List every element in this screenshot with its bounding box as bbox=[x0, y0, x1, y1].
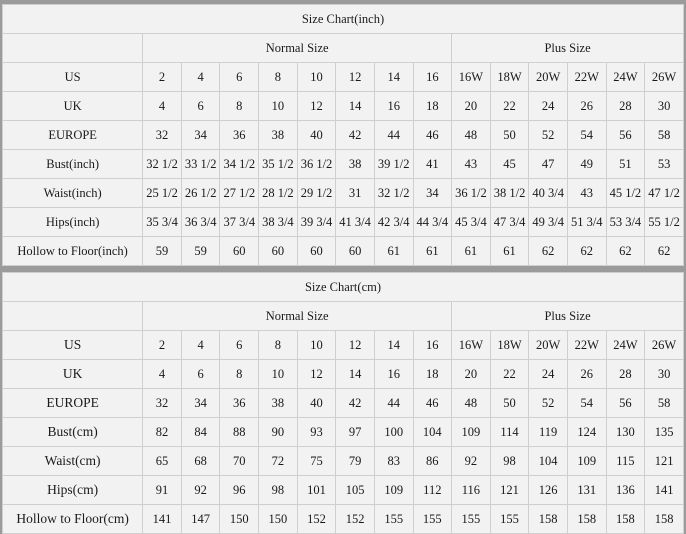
cell: 60 bbox=[336, 237, 375, 266]
cell: 147 bbox=[181, 505, 220, 534]
cell: 60 bbox=[259, 237, 298, 266]
cell: 8 bbox=[220, 92, 259, 121]
cell: 34 bbox=[181, 121, 220, 150]
cell: 70 bbox=[220, 447, 259, 476]
row-label-europe: EUROPE bbox=[3, 121, 143, 150]
table-row bbox=[3, 179, 684, 208]
cell: 30 bbox=[645, 360, 684, 389]
size-chart-cm-block bbox=[2, 272, 684, 534]
cell: 16W bbox=[452, 331, 491, 360]
cell: 105 bbox=[336, 476, 375, 505]
cell: 126 bbox=[529, 476, 568, 505]
table-row bbox=[3, 389, 684, 418]
cell: 39 3/4 bbox=[297, 208, 336, 237]
cell: 121 bbox=[645, 447, 684, 476]
cell: 26 1/2 bbox=[181, 179, 220, 208]
cell: 36 1/2 bbox=[452, 179, 491, 208]
cell: 14 bbox=[374, 331, 413, 360]
cell: 155 bbox=[452, 505, 491, 534]
cell: 24 bbox=[529, 92, 568, 121]
cell: 141 bbox=[143, 505, 182, 534]
table-row bbox=[3, 360, 684, 389]
cell: 41 3/4 bbox=[336, 208, 375, 237]
cell: 34 bbox=[181, 389, 220, 418]
cell: 51 bbox=[606, 150, 645, 179]
row-label-us: US bbox=[3, 63, 143, 92]
cell: 8 bbox=[220, 360, 259, 389]
cell: 124 bbox=[567, 418, 606, 447]
cell: 18W bbox=[490, 331, 529, 360]
cell: 83 bbox=[374, 447, 413, 476]
cell: 4 bbox=[143, 360, 182, 389]
cell: 90 bbox=[259, 418, 298, 447]
chart-title: Size Chart(inch) bbox=[3, 5, 684, 34]
cell: 46 bbox=[413, 389, 452, 418]
cell: 26W bbox=[645, 63, 684, 92]
table-row bbox=[3, 150, 684, 179]
cell: 58 bbox=[645, 389, 684, 418]
cell: 36 1/2 bbox=[297, 150, 336, 179]
cell: 52 bbox=[529, 121, 568, 150]
cell: 2 bbox=[143, 331, 182, 360]
cell: 6 bbox=[181, 360, 220, 389]
cell: 10 bbox=[259, 92, 298, 121]
table-row bbox=[3, 418, 684, 447]
cell: 38 bbox=[336, 150, 375, 179]
cell: 150 bbox=[259, 505, 298, 534]
cell: 61 bbox=[490, 237, 529, 266]
cell: 155 bbox=[413, 505, 452, 534]
cell: 28 bbox=[606, 360, 645, 389]
cell: 115 bbox=[606, 447, 645, 476]
row-label-hollow-to-floor: Hollow to Floor(inch) bbox=[3, 237, 143, 266]
cell: 44 3/4 bbox=[413, 208, 452, 237]
cell: 24 bbox=[529, 360, 568, 389]
cell: 109 bbox=[374, 476, 413, 505]
chart-title-row bbox=[3, 5, 684, 34]
table-row bbox=[3, 208, 684, 237]
table-row bbox=[3, 476, 684, 505]
cell: 86 bbox=[413, 447, 452, 476]
cell: 24W bbox=[606, 331, 645, 360]
cell: 26W bbox=[645, 331, 684, 360]
cell: 47 1/2 bbox=[645, 179, 684, 208]
cell: 54 bbox=[567, 121, 606, 150]
chart-title: Size Chart(cm) bbox=[3, 273, 684, 302]
cell: 14 bbox=[374, 63, 413, 92]
cell: 16 bbox=[413, 331, 452, 360]
cell: 39 1/2 bbox=[374, 150, 413, 179]
cell: 41 bbox=[413, 150, 452, 179]
cell: 92 bbox=[181, 476, 220, 505]
cell: 59 bbox=[143, 237, 182, 266]
cell: 60 bbox=[297, 237, 336, 266]
cell: 30 bbox=[645, 92, 684, 121]
row-label-hollow-to-floor: Hollow to Floor(cm) bbox=[3, 505, 143, 534]
cell: 75 bbox=[297, 447, 336, 476]
cell: 16 bbox=[413, 63, 452, 92]
cell: 135 bbox=[645, 418, 684, 447]
cell: 38 1/2 bbox=[490, 179, 529, 208]
cell: 93 bbox=[297, 418, 336, 447]
cell: 55 1/2 bbox=[645, 208, 684, 237]
cell: 16 bbox=[374, 360, 413, 389]
row-label-uk: UK bbox=[3, 92, 143, 121]
cell: 84 bbox=[181, 418, 220, 447]
cell: 62 bbox=[529, 237, 568, 266]
cell: 158 bbox=[645, 505, 684, 534]
cell: 98 bbox=[490, 447, 529, 476]
cell: 28 1/2 bbox=[259, 179, 298, 208]
cell: 61 bbox=[413, 237, 452, 266]
cell: 43 bbox=[567, 179, 606, 208]
table-row bbox=[3, 505, 684, 534]
cell: 26 bbox=[567, 92, 606, 121]
cell: 32 bbox=[143, 389, 182, 418]
cell: 36 3/4 bbox=[181, 208, 220, 237]
cell: 91 bbox=[143, 476, 182, 505]
cell: 35 1/2 bbox=[259, 150, 298, 179]
corner-cell bbox=[3, 302, 143, 331]
cell: 46 bbox=[413, 121, 452, 150]
cell: 6 bbox=[181, 92, 220, 121]
cell: 98 bbox=[259, 476, 298, 505]
cell: 2 bbox=[143, 63, 182, 92]
cell: 54 bbox=[567, 389, 606, 418]
cell: 82 bbox=[143, 418, 182, 447]
cell: 152 bbox=[336, 505, 375, 534]
cell: 12 bbox=[297, 360, 336, 389]
cell: 62 bbox=[606, 237, 645, 266]
cell: 56 bbox=[606, 121, 645, 150]
cell: 45 bbox=[490, 150, 529, 179]
cell: 109 bbox=[567, 447, 606, 476]
group-header-row bbox=[3, 302, 684, 331]
cell: 53 3/4 bbox=[606, 208, 645, 237]
chart-title-row bbox=[3, 273, 684, 302]
cell: 155 bbox=[374, 505, 413, 534]
cell: 48 bbox=[452, 389, 491, 418]
cell: 22 bbox=[490, 360, 529, 389]
cell: 8 bbox=[259, 331, 298, 360]
size-chart-inch-table bbox=[2, 4, 684, 266]
cell: 155 bbox=[490, 505, 529, 534]
cell: 92 bbox=[452, 447, 491, 476]
cell: 61 bbox=[452, 237, 491, 266]
cell: 38 3/4 bbox=[259, 208, 298, 237]
cell: 20W bbox=[529, 331, 568, 360]
cell: 8 bbox=[259, 63, 298, 92]
cell: 59 bbox=[181, 237, 220, 266]
cell: 47 bbox=[529, 150, 568, 179]
table-row bbox=[3, 447, 684, 476]
cell: 62 bbox=[567, 237, 606, 266]
cell: 36 bbox=[220, 121, 259, 150]
cell: 72 bbox=[259, 447, 298, 476]
cell: 22W bbox=[567, 63, 606, 92]
cell: 20 bbox=[452, 92, 491, 121]
cell: 116 bbox=[452, 476, 491, 505]
group-normal-size: Normal Size bbox=[143, 302, 452, 331]
cell: 37 3/4 bbox=[220, 208, 259, 237]
cell: 158 bbox=[567, 505, 606, 534]
cell: 42 bbox=[336, 389, 375, 418]
cell: 18 bbox=[413, 360, 452, 389]
cell: 32 1/2 bbox=[374, 179, 413, 208]
cell: 104 bbox=[413, 418, 452, 447]
cell: 38 bbox=[259, 121, 298, 150]
cell: 26 bbox=[567, 360, 606, 389]
cell: 88 bbox=[220, 418, 259, 447]
cell: 56 bbox=[606, 389, 645, 418]
cell: 40 bbox=[297, 389, 336, 418]
table-row bbox=[3, 63, 684, 92]
cell: 44 bbox=[374, 389, 413, 418]
cell: 34 bbox=[413, 179, 452, 208]
group-plus-size: Plus Size bbox=[452, 34, 684, 63]
cell: 24W bbox=[606, 63, 645, 92]
table-row bbox=[3, 237, 684, 266]
cell: 12 bbox=[336, 331, 375, 360]
cell: 47 3/4 bbox=[490, 208, 529, 237]
cell: 4 bbox=[143, 92, 182, 121]
cell: 136 bbox=[606, 476, 645, 505]
cell: 97 bbox=[336, 418, 375, 447]
cell: 16 bbox=[374, 92, 413, 121]
cell: 43 bbox=[452, 150, 491, 179]
cell: 40 bbox=[297, 121, 336, 150]
cell: 48 bbox=[452, 121, 491, 150]
cell: 20W bbox=[529, 63, 568, 92]
group-header-row bbox=[3, 34, 684, 63]
cell: 112 bbox=[413, 476, 452, 505]
cell: 158 bbox=[606, 505, 645, 534]
cell: 10 bbox=[259, 360, 298, 389]
cell: 36 bbox=[220, 389, 259, 418]
cell: 65 bbox=[143, 447, 182, 476]
cell: 60 bbox=[220, 237, 259, 266]
cell: 6 bbox=[220, 63, 259, 92]
cell: 158 bbox=[529, 505, 568, 534]
row-label-bust: Bust(cm) bbox=[3, 418, 143, 447]
cell: 35 3/4 bbox=[143, 208, 182, 237]
cell: 28 bbox=[606, 92, 645, 121]
cell: 114 bbox=[490, 418, 529, 447]
cell: 79 bbox=[336, 447, 375, 476]
cell: 6 bbox=[220, 331, 259, 360]
row-label-uk: UK bbox=[3, 360, 143, 389]
cell: 49 3/4 bbox=[529, 208, 568, 237]
cell: 27 1/2 bbox=[220, 179, 259, 208]
cell: 61 bbox=[374, 237, 413, 266]
cell: 12 bbox=[336, 63, 375, 92]
row-label-waist: Waist(cm) bbox=[3, 447, 143, 476]
cell: 29 1/2 bbox=[297, 179, 336, 208]
cell: 33 1/2 bbox=[181, 150, 220, 179]
cell: 14 bbox=[336, 92, 375, 121]
cell: 100 bbox=[374, 418, 413, 447]
cell: 109 bbox=[452, 418, 491, 447]
cell: 52 bbox=[529, 389, 568, 418]
cell: 121 bbox=[490, 476, 529, 505]
cell: 32 bbox=[143, 121, 182, 150]
cell: 22W bbox=[567, 331, 606, 360]
corner-cell bbox=[3, 34, 143, 63]
cell: 16W bbox=[452, 63, 491, 92]
group-normal-size: Normal Size bbox=[143, 34, 452, 63]
cell: 32 1/2 bbox=[143, 150, 182, 179]
cell: 49 bbox=[567, 150, 606, 179]
size-chart-inch-block bbox=[2, 4, 684, 266]
cell: 58 bbox=[645, 121, 684, 150]
cell: 51 3/4 bbox=[567, 208, 606, 237]
cell: 40 3/4 bbox=[529, 179, 568, 208]
cell: 18 bbox=[413, 92, 452, 121]
table-row bbox=[3, 121, 684, 150]
size-chart-cm-table bbox=[2, 272, 684, 534]
cell: 68 bbox=[181, 447, 220, 476]
cell: 4 bbox=[181, 331, 220, 360]
cell: 4 bbox=[181, 63, 220, 92]
row-label-europe: EUROPE bbox=[3, 389, 143, 418]
cell: 31 bbox=[336, 179, 375, 208]
cell: 130 bbox=[606, 418, 645, 447]
cell: 45 3/4 bbox=[452, 208, 491, 237]
cell: 104 bbox=[529, 447, 568, 476]
cell: 14 bbox=[336, 360, 375, 389]
cell: 44 bbox=[374, 121, 413, 150]
cell: 150 bbox=[220, 505, 259, 534]
cell: 38 bbox=[259, 389, 298, 418]
cell: 10 bbox=[297, 331, 336, 360]
table-row bbox=[3, 92, 684, 121]
cell: 141 bbox=[645, 476, 684, 505]
row-label-us: US bbox=[3, 331, 143, 360]
row-label-waist: Waist(inch) bbox=[3, 179, 143, 208]
cell: 18W bbox=[490, 63, 529, 92]
cell: 119 bbox=[529, 418, 568, 447]
cell: 20 bbox=[452, 360, 491, 389]
cell: 34 1/2 bbox=[220, 150, 259, 179]
table-row bbox=[3, 331, 684, 360]
cell: 131 bbox=[567, 476, 606, 505]
cell: 25 1/2 bbox=[143, 179, 182, 208]
cell: 42 3/4 bbox=[374, 208, 413, 237]
cell: 53 bbox=[645, 150, 684, 179]
cell: 62 bbox=[645, 237, 684, 266]
cell: 50 bbox=[490, 121, 529, 150]
cell: 12 bbox=[297, 92, 336, 121]
cell: 152 bbox=[297, 505, 336, 534]
row-label-bust: Bust(inch) bbox=[3, 150, 143, 179]
cell: 45 1/2 bbox=[606, 179, 645, 208]
cell: 22 bbox=[490, 92, 529, 121]
cell: 50 bbox=[490, 389, 529, 418]
cell: 42 bbox=[336, 121, 375, 150]
row-label-hips: Hips(inch) bbox=[3, 208, 143, 237]
row-label-hips: Hips(cm) bbox=[3, 476, 143, 505]
cell: 10 bbox=[297, 63, 336, 92]
cell: 101 bbox=[297, 476, 336, 505]
cell: 96 bbox=[220, 476, 259, 505]
group-plus-size: Plus Size bbox=[452, 302, 684, 331]
